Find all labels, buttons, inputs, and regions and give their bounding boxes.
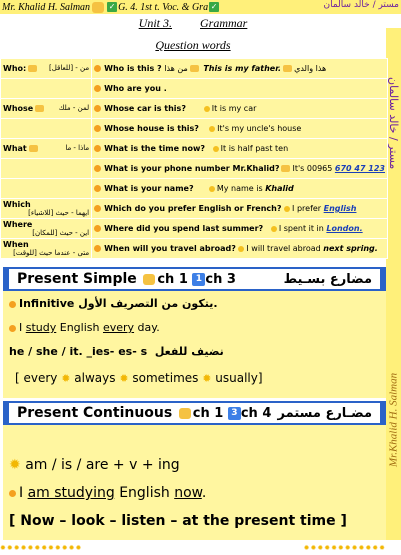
flower-icon [94,125,101,132]
check-icon: ✓ [108,2,116,11]
london-link[interactable]: London. [326,224,363,233]
flower-icon [94,85,101,92]
flower-icon [94,105,101,112]
present-simple-panel: Infinitive يتكون من التصريف الأول. I study English every day. he / she / it. _ies- es- s نضيف للفعل [ every ✹ always ✹ sometimes ✹ usually] [3,291,386,398]
english-link[interactable]: English [323,204,357,213]
table-row: What ماذا - ما What is the time now? It is half past ten [1,139,388,159]
table-row: Where اين - حيث [للمكان] Where did you spend last summer? I spent it in London. [1,219,388,239]
page-header [0,0,401,14]
side-arabic-name: مستر / خالد سالمان [387,76,400,170]
number-badge: 1 [192,273,205,286]
side-english-name: Mr.Khalid H. Salman [387,372,400,468]
sun-icon [284,206,290,212]
sun-icon: ✹ [9,457,21,473]
sun-icon [209,126,215,132]
flower-icon [9,301,16,308]
table-row: Who: من - [للعاقل] Who is this ? من هذا This is my father. هذا والدي [1,59,388,79]
present-continuous-header: Present Continuous ch 1 3 ch 4 مضـارع مستمر [3,401,386,425]
phone-link[interactable]: 670 47 123 [334,164,385,173]
section-subtitle: Question words [155,38,231,52]
table-row: Which ايهما - حيث [للاشياء] Which do you prefer English or French? I prefer English [1,199,388,219]
hand-icon [179,408,191,419]
hand-icon [143,274,155,285]
question-words-table [0,58,388,259]
present-continuous-panel: ✹ am / is / are + v + ing I am studying English now. [ Now – look – listen – at the present time ] [3,425,386,540]
table-row: Whose house is this? It's my uncle's house [1,119,388,139]
table-row: When متى - عندما حيث [للوقت] When will you travel abroad? I will travel abroad next spring. [1,239,388,259]
hand-icon [190,65,199,72]
sun-icon: ✹ [202,372,212,385]
flower-icon [94,145,101,152]
unit-title: Unit 3. Grammar [138,16,248,30]
hand-icon [35,105,44,112]
sun-icon: ✹ [119,372,129,385]
table-row: What is your name? My name is Khalid [1,179,388,199]
flower-icon [94,245,101,252]
hand-icon [281,165,290,172]
flower-icon [94,185,101,192]
decorative-border: ✹✹✹✹✹✹✹✹✹✹✹✹ ✹✹✹✹✹✹✹✹✹✹✹✹ [0,544,386,552]
flower-icon [9,325,16,332]
sun-icon [271,226,277,232]
hand-icon [29,145,38,152]
hand-icon [28,65,37,72]
sun-icon [238,246,244,252]
hand-icon [283,65,292,72]
header-arabic-name: مستر / خالد سالمان [323,0,399,10]
teacher-name: Mr. Khalid H. Salman [2,1,91,13]
table-row: What is your phone number Mr.Khalid? It's 00965 670 47 123 [1,159,388,179]
hand-icon [92,2,104,13]
number-badge: 3 [228,407,241,420]
check-icon-2: ✓ [210,2,218,11]
flower-icon [94,225,101,232]
sun-icon [209,186,215,192]
table-row: Whose لمن - ملك Whose car is this? It is my car [1,99,388,119]
table-row: Who are you . [1,79,388,99]
course-label: G. 4. 1st t. Voc. & Gra [118,1,209,13]
present-simple-header: Present Simple ch 1 1 ch 3 مضارع بسـيط [3,267,386,291]
flower-icon [94,205,101,212]
sun-icon [213,146,219,152]
flower-icon [94,165,101,172]
sun-icon [204,106,210,112]
sun-icon: ✹ [61,372,71,385]
flower-icon [9,490,16,497]
flower-icon [94,65,101,72]
